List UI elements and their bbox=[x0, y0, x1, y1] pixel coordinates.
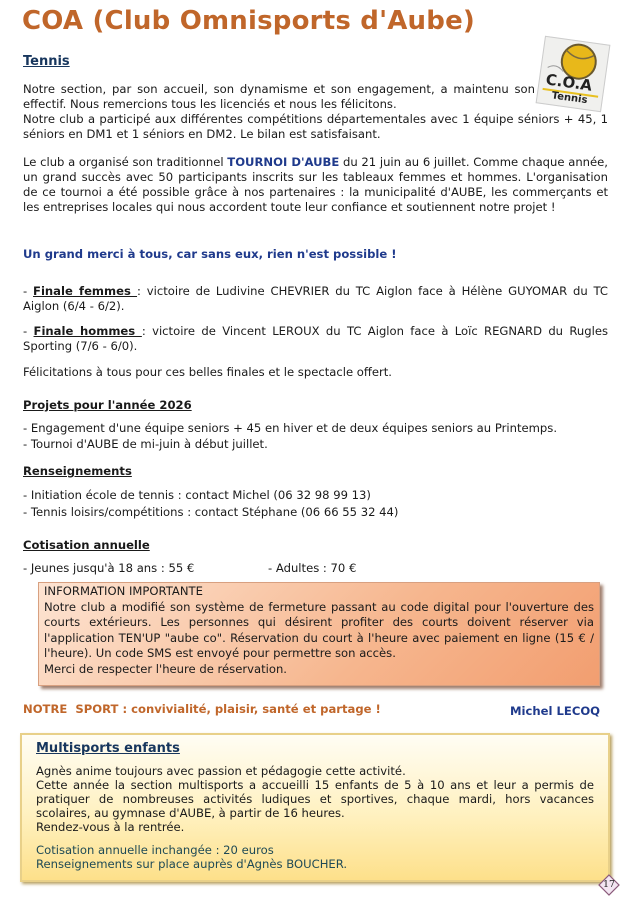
tournoi-text-a: Le club a organisé son traditionnel bbox=[23, 155, 228, 169]
multisports-box bbox=[20, 733, 610, 882]
finale-hommes-label: Finale hommes bbox=[33, 324, 142, 338]
multisports-line-3: Rendez-vous à la rentrée. bbox=[36, 820, 185, 834]
felicitations-line: Félicitations à tous pour ces belles finales et le spectacle offert. bbox=[23, 365, 392, 379]
page-number: 17 bbox=[602, 879, 616, 890]
page-number-badge bbox=[598, 874, 620, 896]
tennis-heading: Tennis bbox=[23, 54, 70, 69]
projets-item: - Engagement d'une équipe seniors + 45 en hiver et de deux équipes seniors au Printemps. bbox=[23, 421, 558, 435]
tournoi-highlight: TOURNOI D'AUBE bbox=[227, 155, 340, 169]
multisports-heading: Multisports enfants bbox=[36, 741, 180, 756]
important-info-box bbox=[38, 582, 600, 686]
tennis-paragraph-2: Notre club a participé aux différentes compétitions départementales avec 1 équipe séniors + 45, 1 séniors en DM1 et 1 séniors en DM2. Le bilan est satisfaisant. bbox=[23, 112, 608, 141]
thanks-line: Un grand merci à tous, car sans eux, rien n'est possible ! bbox=[23, 247, 397, 261]
renseignements-item: - Initiation école de tennis : contact Michel (06 32 98 99 13) bbox=[23, 488, 371, 502]
cotisation-heading: Cotisation annuelle bbox=[23, 538, 150, 552]
renseignements-item: - Tennis loisirs/compétitions : contact Stéphane (06 66 55 32 44) bbox=[23, 505, 399, 519]
finale-femmes-dash: - bbox=[23, 284, 34, 298]
finale-hommes-dash: - bbox=[23, 324, 34, 338]
finale-femmes-text: : victoire de Ludivine CHEVRIER du TC Aiglon face à Hélène GUYOMAR du TC Aiglon (6/4 - 6/2). bbox=[23, 284, 609, 313]
coa-tennis-logo bbox=[536, 36, 611, 113]
finale-hommes bbox=[23, 324, 608, 354]
renseignements-heading: Renseignements bbox=[23, 464, 132, 478]
page-title: COA (Club Omnisports d'Aube) bbox=[22, 6, 475, 36]
projets-heading: Projets pour l'année 2026 bbox=[23, 398, 192, 412]
finale-hommes-text: : victoire de Vincent LEROUX du TC Aiglon face à Loïc REGNARD du Rugles Sporting (7/6 - 6/0). bbox=[23, 324, 609, 353]
multisports-cotisation: Cotisation annuelle inchangée : 20 euros bbox=[36, 843, 274, 857]
slogan: NOTRE SPORT : convivialité, plaisir, santé et partage ! bbox=[23, 702, 381, 716]
finale-femmes-label: Finale femmes bbox=[33, 284, 138, 298]
multisports-renseignements: Renseignements sur place auprès d'Agnès BOUCHER. bbox=[36, 857, 348, 871]
finale-femmes bbox=[23, 284, 608, 314]
tournoi-text-b: du 21 juin au 6 juillet. Comme chaque année, un grand succès avec 50 participants inscrits sur les tableaux femmes et hommes. L'organisation de ce tournoi a été possible grâce à nos partenaires : la municipalité d'AUBE, les commerçants et les entreprises locales qui nous accordent toute leur confiance et soutiennent notre projet ! bbox=[23, 155, 608, 214]
info-text: Notre club a modifié son système de fermeture passant au code digital pour l'ouverture des courts extérieurs. Les personnes qui désirent profiter des courts doivent réserver via l'application TEN'UP "aube co". Réservation du court à l'heure avec paiement en ligne (15 € / l'heure). Un code SMS est envoyé pour permettre son accès. bbox=[44, 599, 594, 660]
projets-item: - Tournoi d'AUBE de mi-juin à début juillet. bbox=[23, 437, 268, 451]
logo-text-coa: C.O.A bbox=[544, 70, 594, 95]
tournoi-paragraph bbox=[23, 155, 608, 215]
tennis-paragraph-1: Notre section, par son accueil, son dynamisme et son engagement, a maintenu son effectif. Nous remercions tous les licenciés et nous les félicitons. bbox=[23, 82, 535, 111]
multisports-line-2: Cette année la section multisports a accueilli 15 enfants de 5 à 10 ans et leur a permis de pratiquer de nombreuses activités ludiques et sportives, chaque mardi, hors vacances scolaires, au gymnase d'AUBE, à partir de 16 heures. bbox=[36, 778, 594, 820]
cotisation-jeunes: - Jeunes jusqu'à 18 ans : 55 € bbox=[23, 561, 195, 575]
info-text-2: Merci de respecter l'heure de réservation. bbox=[44, 661, 287, 676]
cotisation-adultes: - Adultes : 70 € bbox=[268, 561, 357, 575]
logo-text-tennis: Tennis bbox=[551, 90, 589, 107]
author: Michel LECOQ bbox=[510, 704, 601, 718]
info-heading: INFORMATION IMPORTANTE bbox=[44, 584, 203, 598]
multisports-line-1: Agnès anime toujours avec passion et pédagogie cette activité. bbox=[36, 764, 406, 778]
